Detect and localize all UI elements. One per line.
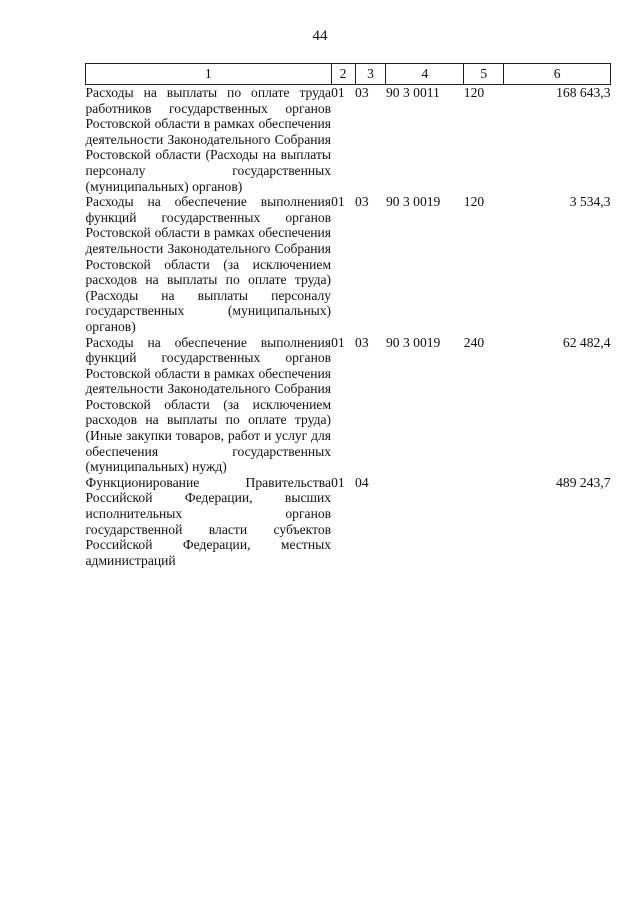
row-subsection: 04 (355, 474, 369, 490)
row-amount: 168 643,3 (556, 85, 611, 100)
row-amount: 62 482,4 (562, 334, 611, 350)
row-amount: 3 534,3 (569, 194, 611, 210)
header-col-1: 1 (86, 64, 332, 85)
row-section: 01 (331, 194, 345, 210)
row-section: 01 (331, 85, 345, 100)
row-subsection: 03 (355, 85, 369, 100)
row-target-article (386, 475, 464, 569)
row-subsection: 03 (355, 194, 369, 210)
row-expense-type (464, 475, 504, 569)
row-section: 01 (331, 334, 345, 350)
table-row (86, 475, 611, 569)
row-expense-type: 120 (463, 85, 485, 100)
row-description: Расходы на выплаты по оплате труда работников государственных органов Ростовской области в рамках обеспечения деятельности Законодательного Собрания Ростовской области (Расходы на выплаты персоналу государственных (муниципальных) органов) (85, 85, 332, 194)
row-section: 01 (331, 474, 345, 490)
table-row (86, 85, 611, 195)
header-col-6: 6 (504, 64, 611, 85)
row-description: Функционирование Правительства Российской Федерации, высших исполнительных органов государственной власти субъектов Российской Федерации, местных администраций (85, 474, 332, 568)
row-description: Расходы на обеспечение выполнения функций государственных органов Ростовской области в рамках обеспечения деятельности Законодательного Собрания Ростовской области (за исключением расходов на выплаты по оплате труда) (Расходы на выплаты персоналу государственных (муниципальных) органов) (85, 194, 332, 334)
row-target-article: 90 3 0019 (385, 194, 441, 210)
table-header-row (86, 64, 611, 85)
budget-table (85, 63, 611, 568)
row-expense-type: 120 (463, 194, 485, 210)
row-target-article: 90 3 0011 (385, 85, 440, 100)
row-description: Расходы на обеспечение выполнения функций государственных органов Ростовской области в рамках обеспечения деятельности Законодательного Собрания Ростовской области (за исключением расходов на выплаты по оплате труда) (Иные закупки товаров, работ и услуг для обеспечения государственных (муниципальных) нужд) (85, 334, 332, 475)
header-col-4: 4 (386, 64, 464, 85)
row-subsection: 03 (355, 334, 369, 350)
row-target-article: 90 3 0019 (385, 334, 441, 350)
table-row (86, 335, 611, 475)
page-number: 44 (312, 28, 328, 44)
header-col-5: 5 (464, 64, 504, 85)
header-col-2: 2 (331, 64, 355, 85)
row-expense-type: 240 (463, 334, 485, 350)
header-col-3: 3 (355, 64, 386, 85)
table-row (86, 194, 611, 334)
row-amount: 489 243,7 (556, 474, 611, 490)
